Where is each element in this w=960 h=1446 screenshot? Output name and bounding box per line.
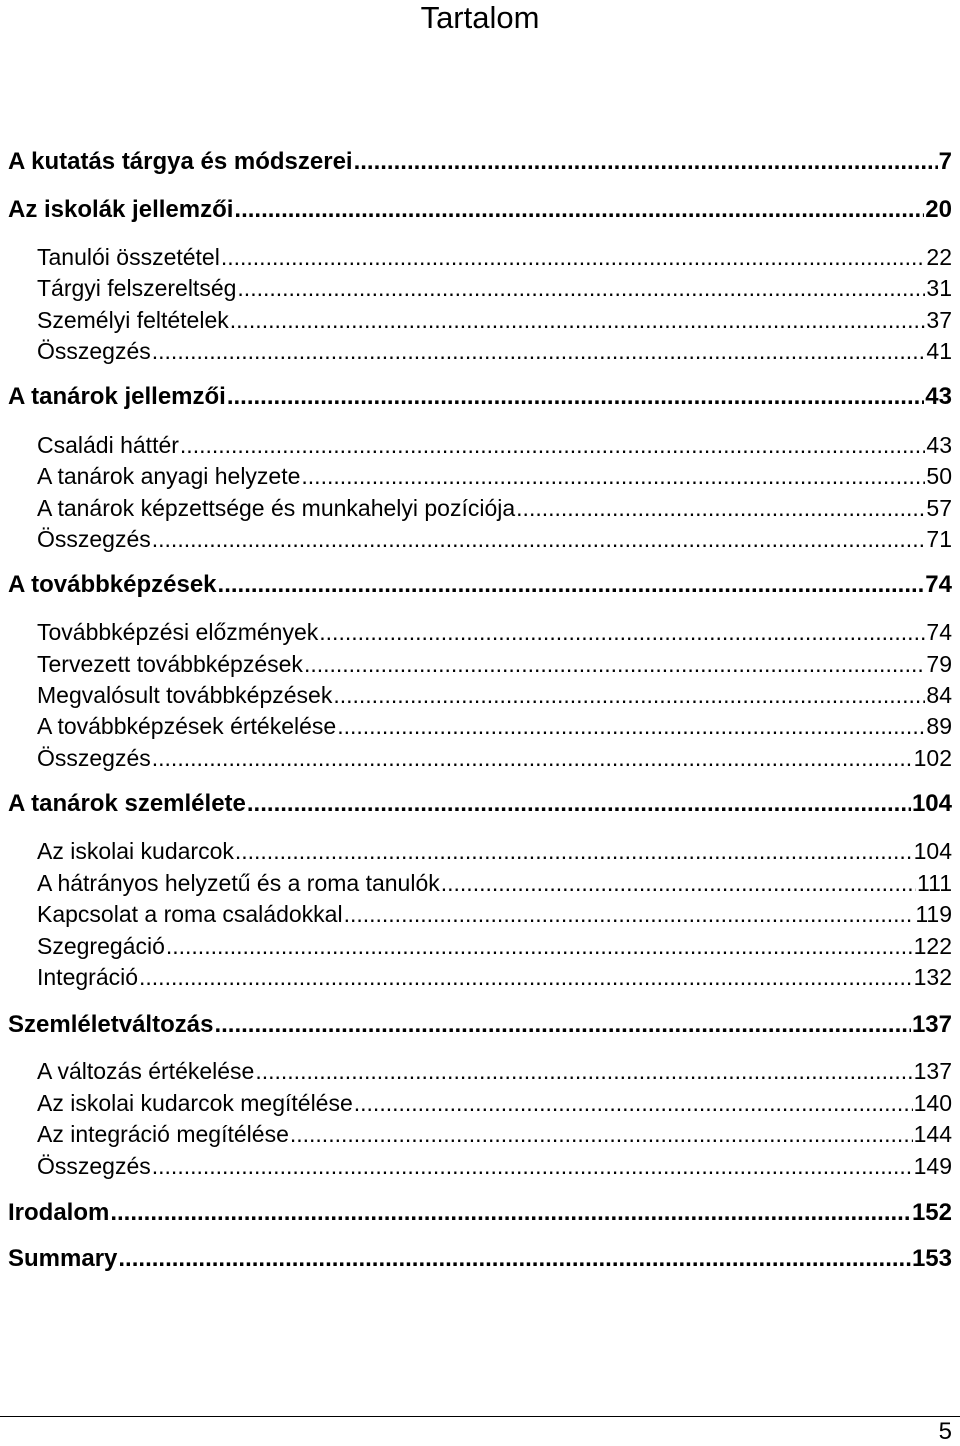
toc-entry-title: Megvalósult továbbképzések xyxy=(37,682,333,708)
toc-entry-title: Továbbképzési előzmények xyxy=(37,619,319,645)
toc-entry[interactable] xyxy=(37,1152,952,1180)
toc-entry-title: A tanárok anyagi helyzete xyxy=(37,463,301,489)
toc-entry[interactable] xyxy=(37,681,952,709)
toc-entry-title: Az integráció megítélése xyxy=(37,1121,289,1147)
toc-entry-page: 50 xyxy=(926,463,952,489)
dot-leader xyxy=(152,525,926,553)
toc-entry-title: Tárgyi felszereltség xyxy=(37,275,237,301)
toc-entry-title: Irodalom xyxy=(8,1199,110,1226)
toc-entry-title: Összegzés xyxy=(37,338,151,364)
toc-entry[interactable] xyxy=(37,1120,952,1148)
toc-entry[interactable] xyxy=(37,869,952,897)
footer-divider xyxy=(0,1416,960,1417)
toc-entry[interactable] xyxy=(8,571,952,599)
toc-entry-page: 37 xyxy=(926,307,952,333)
page-title: Tartalom xyxy=(420,0,540,35)
toc-entry-page: 7 xyxy=(938,148,952,175)
dot-leader xyxy=(354,1089,913,1117)
toc-entry[interactable] xyxy=(37,744,952,772)
dot-leader xyxy=(180,431,925,459)
dot-leader xyxy=(230,306,926,334)
toc-entry[interactable] xyxy=(37,1057,952,1085)
toc-entry-title: A továbbképzések értékelése xyxy=(37,713,337,739)
toc-entry-page: 153 xyxy=(911,1245,952,1272)
toc-entry-page: 43 xyxy=(925,383,952,410)
dot-leader xyxy=(304,650,925,678)
toc-entry-page: 137 xyxy=(911,1011,952,1038)
toc-entry-page: 74 xyxy=(925,571,952,598)
toc-entry[interactable] xyxy=(37,1089,952,1117)
toc-entry-title: Szemléletváltozás xyxy=(8,1011,214,1038)
toc-entry-page: 144 xyxy=(913,1121,952,1147)
toc-entry[interactable] xyxy=(37,650,952,678)
toc-entry-page: 71 xyxy=(926,526,952,552)
toc-entry-page: 22 xyxy=(926,244,952,270)
toc-entry[interactable] xyxy=(37,618,952,646)
toc-entry-title: A hátrányos helyzetű és a roma tanulók xyxy=(37,870,440,896)
dot-leader xyxy=(110,1199,911,1227)
toc-entry[interactable] xyxy=(37,431,952,459)
dot-leader xyxy=(221,243,926,271)
toc-entry-title: Az iskolai kudarcok megítélése xyxy=(37,1090,353,1116)
toc-entry[interactable] xyxy=(37,932,952,960)
toc-entry[interactable] xyxy=(37,337,952,365)
dot-leader xyxy=(237,274,925,302)
toc-entry-page: 20 xyxy=(925,196,952,223)
dot-leader xyxy=(235,837,913,865)
toc-entry[interactable] xyxy=(37,963,952,991)
toc-entry-page: 137 xyxy=(913,1058,952,1084)
dot-leader xyxy=(441,869,916,897)
toc-entry-page: 43 xyxy=(926,432,952,458)
page-number: 5 xyxy=(938,1418,952,1445)
toc-entry-title: A változás értékelése xyxy=(37,1058,255,1084)
toc-entry-title: A továbbképzések xyxy=(8,571,217,598)
toc-entry-page: 79 xyxy=(926,651,952,677)
dot-leader xyxy=(214,1011,911,1039)
toc-entry-page: 140 xyxy=(913,1090,952,1116)
toc-entry-page: 152 xyxy=(911,1199,952,1226)
toc-entry-title: Családi háttér xyxy=(37,432,179,458)
dot-leader xyxy=(118,1245,911,1273)
toc-entry[interactable] xyxy=(8,196,952,224)
toc-entry-title: Szegregáció xyxy=(37,933,165,959)
toc-entry[interactable] xyxy=(37,462,952,490)
toc-entry[interactable] xyxy=(37,243,952,271)
toc-entry[interactable] xyxy=(37,712,952,740)
toc-entry[interactable] xyxy=(8,1199,952,1227)
toc-entry-page: 132 xyxy=(913,964,952,990)
dot-leader xyxy=(152,337,926,365)
dot-leader xyxy=(218,571,925,599)
dot-leader xyxy=(344,900,915,928)
dot-leader xyxy=(516,494,925,522)
toc-entry[interactable] xyxy=(37,274,952,302)
toc-entry[interactable] xyxy=(8,148,952,176)
toc-entry[interactable] xyxy=(8,790,952,818)
toc-entry-page: 122 xyxy=(913,933,952,959)
dot-leader xyxy=(247,790,911,818)
toc-entry-page: 89 xyxy=(926,713,952,739)
toc-entry-title: Integráció xyxy=(37,964,139,990)
toc-entry-title: Az iskolai kudarcok xyxy=(37,838,234,864)
toc-entry-page: 102 xyxy=(913,745,952,771)
toc-entry-page: 31 xyxy=(926,275,952,301)
toc-entry-page: 74 xyxy=(926,619,952,645)
dot-leader xyxy=(290,1120,913,1148)
dot-leader xyxy=(234,196,924,224)
dot-leader xyxy=(319,618,925,646)
toc-entry-title: A tanárok képzettsége és munkahelyi pozíciója xyxy=(37,495,516,521)
dot-leader xyxy=(152,1152,913,1180)
toc-entry-page: 104 xyxy=(911,790,952,817)
toc-entry[interactable] xyxy=(37,900,952,928)
toc-entry-title: Kapcsolat a roma családokkal xyxy=(37,901,343,927)
dot-leader xyxy=(255,1057,912,1085)
toc-entry-page: 57 xyxy=(926,495,952,521)
toc-entry-title: A kutatás tárgya és módszerei xyxy=(8,148,353,175)
toc-entry-page: 104 xyxy=(913,838,952,864)
toc-entry[interactable] xyxy=(37,306,952,334)
dot-leader xyxy=(333,681,925,709)
toc-entry-title: Összegzés xyxy=(37,745,151,771)
toc-entry[interactable] xyxy=(8,1245,952,1273)
toc-entry-page: 149 xyxy=(913,1153,952,1179)
toc-entry-title: Összegzés xyxy=(37,526,151,552)
toc-entry-page: 119 xyxy=(915,901,952,927)
toc-entry-title: A tanárok jellemzői xyxy=(8,383,226,410)
dot-leader xyxy=(227,383,924,411)
dot-leader xyxy=(166,932,913,960)
toc-entry-title: Tervezett továbbképzések xyxy=(37,651,303,677)
dot-leader xyxy=(301,462,925,490)
dot-leader xyxy=(152,744,913,772)
toc-entry-page: 111 xyxy=(917,870,952,896)
toc-entry-title: Az iskolák jellemzői xyxy=(8,196,234,223)
toc-entry[interactable] xyxy=(37,837,952,865)
toc-entry[interactable] xyxy=(8,1011,952,1039)
toc-entry[interactable] xyxy=(37,494,952,522)
toc-entry-page: 41 xyxy=(926,338,952,364)
toc-entry-title: A tanárok szemlélete xyxy=(8,790,246,817)
toc-entry-title: Személyi feltételek xyxy=(37,307,229,333)
dot-leader xyxy=(139,963,913,991)
toc-entry-page: 84 xyxy=(926,682,952,708)
toc-entry[interactable] xyxy=(8,383,952,411)
dot-leader xyxy=(354,148,938,176)
toc-entry-title: Tanulói összetétel xyxy=(37,244,220,270)
toc-entry-title: Összegzés xyxy=(37,1153,151,1179)
toc-entry-title: Summary xyxy=(8,1245,118,1272)
dot-leader xyxy=(337,712,925,740)
toc-entry[interactable] xyxy=(37,525,952,553)
